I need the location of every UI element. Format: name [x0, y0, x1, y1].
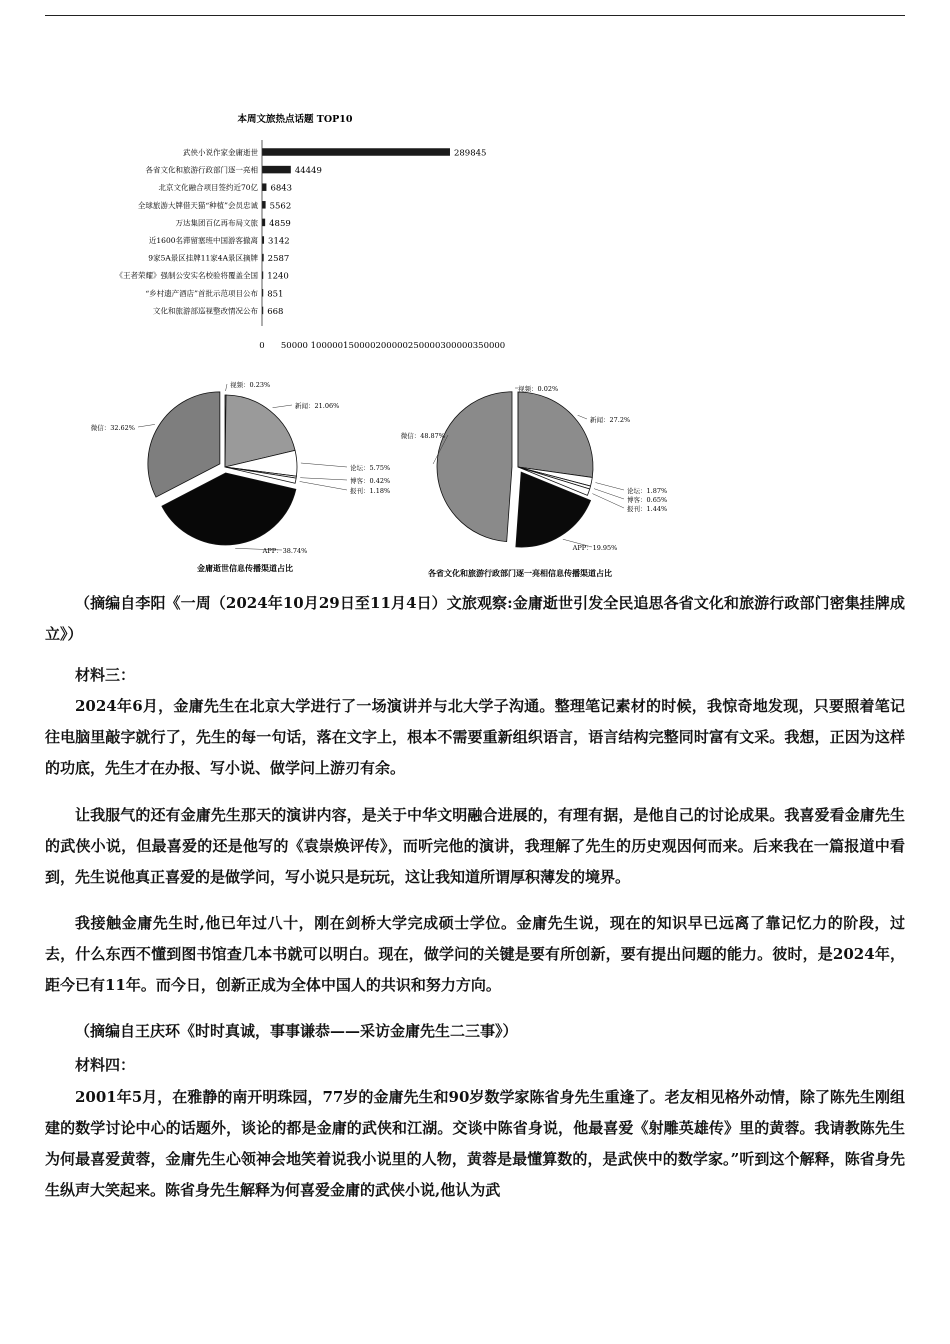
data-label: 289845	[453, 148, 487, 159]
slice-label: 新闻：27.2%	[590, 416, 631, 424]
source-note-2: （摘编自李阳《一周（2024年10月29日至11月4日）文旅观察:金庸逝世引发全民追思各省文化和旅游行政部门密集挂牌成立》）	[45, 594, 905, 643]
leader-line	[301, 463, 347, 467]
slice-label: 博客：0.65%	[627, 496, 668, 504]
leader-line	[592, 494, 624, 508]
pie-slice	[518, 392, 593, 477]
bar	[262, 219, 265, 227]
category-label: 9家5A景区挂牌11家4A景区摘牌	[148, 253, 258, 263]
x-tick-label: 150000	[343, 341, 376, 350]
bar	[262, 166, 291, 174]
category-label: “乡村遗产酒店”首批示范项目公布	[145, 288, 258, 298]
category-label: 北京文化融合项目签约近70亿	[158, 183, 258, 193]
slice-label: 报刊：1.44%	[627, 505, 668, 513]
leader-line	[138, 424, 155, 427]
slice-label: 新闻：21.06%	[295, 402, 340, 410]
leader-line	[578, 415, 587, 419]
source-note-3: （摘编自王庆环《时时真诚，事事谦恭——采访金庸先生二三事》）	[75, 1022, 518, 1040]
material-3-paragraph-1: 2024年6月，金庸先生在北京大学进行了一场演讲并与北大学子沟通。整理笔记素材的时候，我惊奇地发现，只要照着笔记往电脑里敲字就行了，先生的每一句话，落在文字上，根本不需要重新组织语言，语言结构完整同时富有文采。我想，正因为这样的功底，先生才在办报、写小说、做学问上游刃有余。	[45, 697, 905, 777]
material-4-paragraph-1: 2001年5月，在雅静的南开明珠园，77岁的金庸先生和90岁数学家陈省身先生重逢了。老友相见格外动情，除了陈先生刚组建的数学讨论中心的话题外，谈论的都是金庸的武侠和江湖。交谈中陈省身说，他最喜爱《射雕英雄传》里的黄蓉。我请教陈先生为何最喜爱黄蓉，金庸先生心领神会地笑着说我小说里的人物，黄蓉是最懂算数的，是武侠中的数学家。”听到这个解释，陈省身先生纵声大笑起来。陈省身先生解释为何喜爱金庸的武侠小说,他认为武	[45, 1088, 905, 1199]
data-label: 5562	[269, 201, 292, 212]
data-label: 6843	[270, 183, 293, 194]
category-label: 万达集团百亿再布局文旅	[175, 218, 258, 228]
pie-title: 各省文化和旅游行政部门逐一亮相信息传播渠道占比	[428, 568, 612, 578]
pie-slice	[437, 392, 512, 542]
material-3-paragraph-2: 让我服气的还有金庸先生那天的演讲内容，是关于中华文明融合进展的，有理有据，是他自己的讨论成果。我喜爱看金庸先生的武侠小说，但最喜爱的还是他写的《袁崇焕评传》，而听完他的演讲，我理解了先生的历史观因何而来。后来我在一篇报道中看到，先生说他真正喜爱的是做学问，写小说只是玩玩，这让我知道所谓厚积薄发的境界。	[45, 806, 905, 886]
pie-title: 金庸逝世信息传播渠道占比	[197, 563, 293, 573]
leader-line	[300, 478, 347, 480]
data-label: 1240	[267, 271, 289, 282]
material-3-paragraph-3: 我接触金庸先生时,他已年过八十，刚在剑桥大学完成硕士学位。金庸先生说，现在的知识早已远离了靠记忆力的阶段，过去，什么东西不懂到图书馆查几本书就可以明白。现在，做学问的关键是要有所创新，要有提出问题的能力。彼时，是2024年，距今已有11年。而今日，创新正成为全体中国人的共识和努力方向。	[45, 914, 905, 994]
bar	[262, 201, 266, 209]
category-label: 各省文化和旅游行政部门逐一亮相	[145, 165, 258, 175]
leader-line	[595, 483, 624, 490]
bar	[262, 183, 266, 191]
slice-label: 报刊：1.18%	[350, 487, 391, 495]
leader-line	[273, 405, 292, 408]
leader-line	[226, 384, 227, 391]
bar	[262, 148, 450, 156]
data-label: 3142	[268, 236, 290, 247]
category-label: 武侠小说作家金庸逝世	[183, 148, 258, 157]
category-label: 文化和旅游部巡视整改情况公布	[153, 306, 258, 316]
slice-label: 论坛：1.87%	[627, 487, 668, 495]
data-label: 44449	[294, 166, 322, 177]
pie-charts	[70, 375, 690, 585]
data-label: 851	[267, 289, 284, 300]
x-tick-label: 50000	[280, 341, 308, 350]
category-label: 《王者荣耀》强制公安实名校验将覆盖全国	[115, 271, 258, 281]
category-label: 近1600名滞留塞班中国游客撤离	[148, 236, 258, 245]
slice-label: 微信：48.87%	[400, 432, 445, 440]
leader-line	[594, 489, 624, 499]
slice-label: 视频：0.23%	[230, 381, 271, 389]
slice-label: 视频：0.02%	[518, 385, 559, 393]
x-tick-label: 200000	[375, 341, 408, 350]
slice-label: APP：38.74%	[262, 547, 308, 555]
header-rule	[45, 15, 905, 16]
slice-label: 微信：32.62%	[90, 424, 135, 432]
x-tick-label: 0	[259, 341, 265, 350]
leader-line	[300, 481, 347, 490]
slice-label: 论坛：5.75%	[350, 464, 391, 472]
category-label: 全球旅游大牌借天猫“种植”会员忠诚	[137, 200, 258, 210]
x-tick-label: 300000	[440, 341, 473, 350]
material-4-heading: 材料四：	[75, 1056, 136, 1074]
data-label: 668	[267, 306, 284, 317]
bar-chart-top10	[40, 100, 520, 350]
x-tick-label: 100000	[310, 341, 344, 350]
x-tick-label: 350000	[472, 341, 506, 350]
x-tick-label: 250000	[407, 341, 441, 350]
material-3-heading: 材料三：	[75, 666, 136, 684]
slice-label: 博客：0.42%	[350, 477, 391, 485]
data-label: 2587	[267, 254, 290, 265]
chart-title: 本周文旅热点话题 TOP10	[237, 114, 353, 125]
data-label: 4859	[269, 218, 291, 229]
slice-label: APP：19.95%	[572, 544, 618, 552]
